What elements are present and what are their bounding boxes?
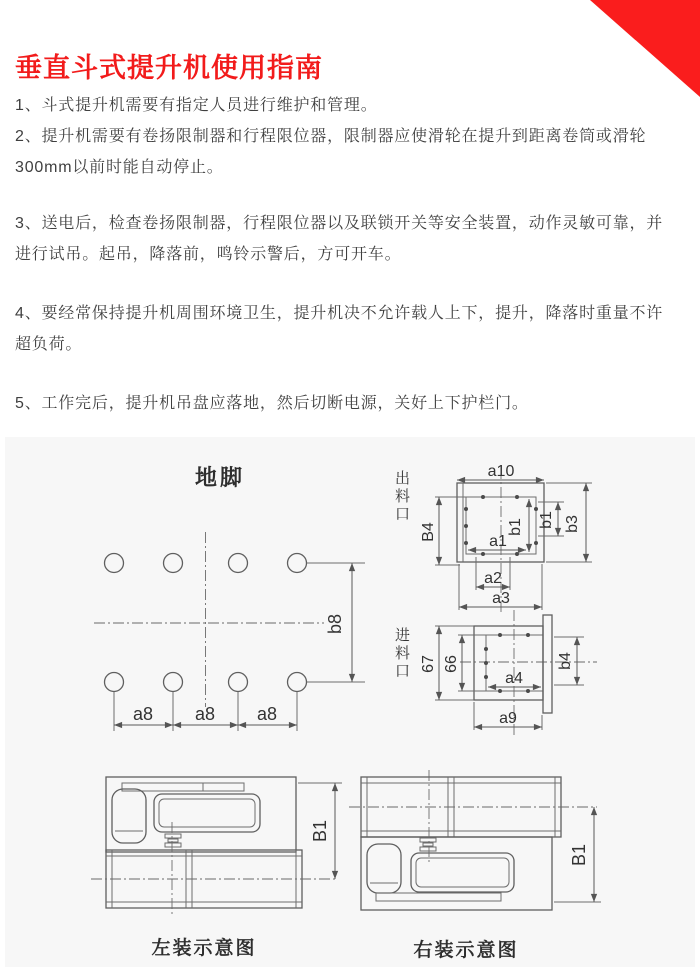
- dim-label-a9: a9: [499, 710, 517, 727]
- corner-ribbon: [590, 0, 700, 97]
- foundation-plan-drawing: [94, 532, 365, 731]
- dim-label-a4: a4: [505, 670, 523, 687]
- anchor-hole: [164, 673, 183, 692]
- outlet-port-label: 出料口: [393, 470, 410, 524]
- left-install-drawing: [91, 777, 342, 915]
- anchor-hole: [164, 554, 183, 573]
- dim-label-a8: a8: [256, 704, 278, 724]
- foundation-title: 地脚: [194, 465, 245, 490]
- instruction-item-1: 1、斗式提升机需要有指定人员进行维护和管理。: [15, 97, 378, 114]
- dim-label-b3: b3: [564, 515, 581, 533]
- dim-label-b1-right: b1: [538, 511, 555, 529]
- left-install-caption: 左装示意图: [151, 938, 257, 959]
- right-install-drawing: [349, 770, 601, 910]
- anchor-hole: [229, 554, 248, 573]
- right-install-caption: 右装示意图: [413, 940, 519, 961]
- dim-label-b4: b4: [557, 652, 574, 670]
- instruction-item-4: 4、要经常保持提升机周围环境卫生，提升机决不允许载人上下，提升，降落时重量不许超负荷。: [15, 305, 664, 353]
- anchor-hole: [105, 673, 124, 692]
- anchor-hole: [105, 554, 124, 573]
- dim-label-a8: a8: [132, 704, 154, 724]
- dim-label-a2: a2: [484, 570, 502, 587]
- dim-label-B4: B4: [420, 522, 437, 542]
- dim-label-b8: b8: [325, 613, 345, 635]
- anchor-hole: [288, 673, 307, 692]
- technical-diagram: [5, 437, 695, 967]
- dim-label-a10: a10: [487, 463, 515, 480]
- anchor-hole: [288, 554, 307, 573]
- page-title: 垂直斗式提升机使用指南: [15, 53, 323, 84]
- inlet-flange-drawing: [420, 610, 597, 737]
- dim-label-a3: a3: [492, 590, 510, 607]
- dim-label-a1: a1: [489, 533, 507, 550]
- instruction-item-3: 3、送电后，检查卷扬限制器，行程限位器以及联锁开关等安全装置，动作灵敏可靠，并进行试吊。起吊，降落前，鸣铃示警后，方可开车。: [15, 215, 664, 263]
- dim-label-B1: B1: [310, 819, 330, 843]
- dim-label-67: 67: [420, 655, 437, 673]
- dim-label-b1: b1: [507, 518, 524, 536]
- inlet-port-label: 进料口: [393, 627, 410, 681]
- technical-diagram-panel: [5, 437, 695, 967]
- dim-label-B1: B1: [569, 843, 589, 867]
- anchor-hole: [229, 673, 248, 692]
- instruction-item-5: 5、工作完后，提升机吊盘应落地，然后切断电源，关好上下护栏门。: [15, 395, 529, 412]
- outlet-flange-drawing: [420, 463, 592, 613]
- instruction-item-2: 2、提升机需要有卷扬限制器和行程限位器，限制器应使滑轮在提升到距离卷筒或滑轮300mm以前时能自动停止。: [15, 128, 647, 176]
- dim-label-a8: a8: [194, 704, 216, 724]
- dim-label-66: 66: [443, 655, 460, 673]
